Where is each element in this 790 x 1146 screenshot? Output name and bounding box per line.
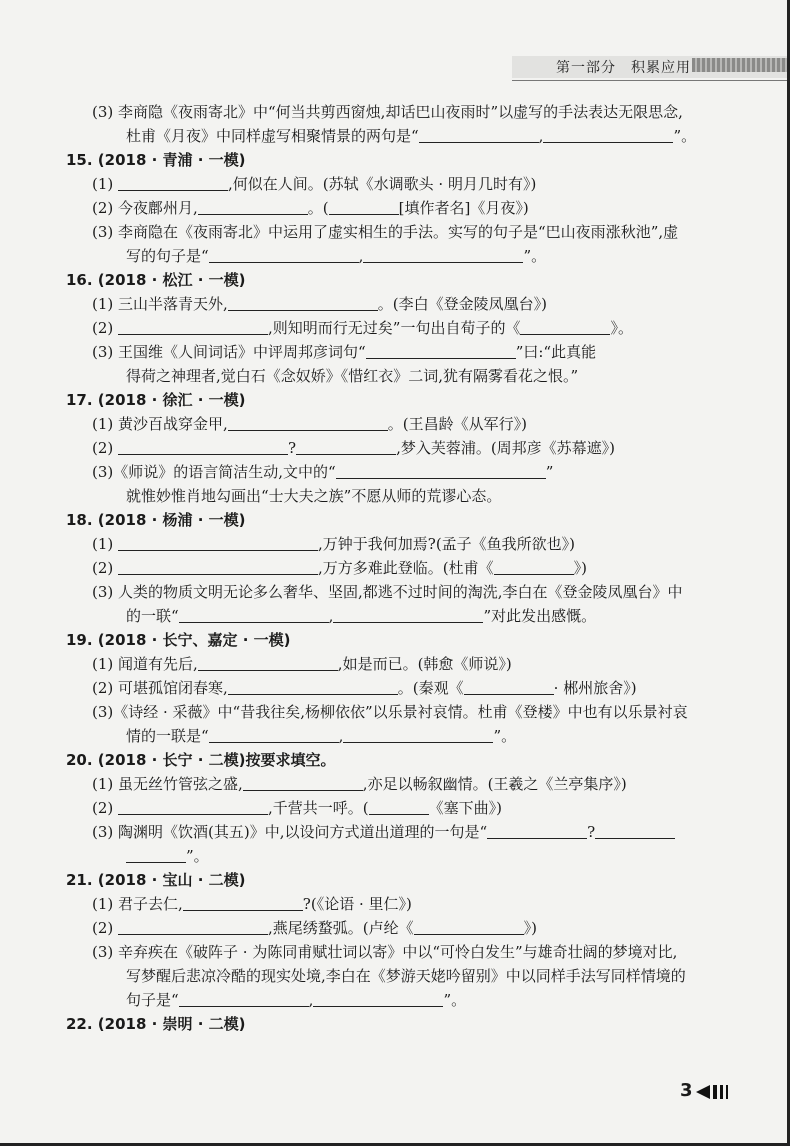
answer-blank[interactable]: [126, 846, 186, 863]
q15-3-line2: [92, 244, 702, 268]
q18-1: [92, 532, 702, 556]
q18-2-post: ,万方多难此登临。(杜甫《: [318, 559, 494, 577]
q17-3a-pre: (3)《师说》的语言简洁生动,文中的“: [92, 463, 336, 481]
answer-blank[interactable]: [333, 606, 483, 623]
q18-2-pre: (2): [92, 559, 119, 577]
answer-blank[interactable]: [366, 342, 516, 359]
answer-blank[interactable]: [118, 174, 228, 191]
q16-1: [92, 292, 702, 316]
q19-2-post: 。(秦观《: [397, 679, 464, 697]
q20-3-line1: [92, 820, 702, 844]
q21-2-post: 》): [523, 919, 537, 937]
q17-1-post: 。(王昌龄《从军行》): [387, 415, 528, 433]
q18-1-post: ,万钟于我何加焉?(孟子《鱼我所欲也》): [318, 535, 576, 553]
q20-1-pre: (1) 虽无丝竹管弦之盛,: [92, 775, 243, 793]
answer-blank[interactable]: [343, 726, 493, 743]
page-number: 3: [680, 1080, 693, 1101]
q14-3b-post: ”。: [673, 127, 697, 145]
q21-1-post: ?(《论语 · 里仁》): [302, 895, 412, 913]
answer-blank[interactable]: [118, 318, 268, 335]
q15-2: [92, 196, 702, 220]
q19-1-pre: (1) 闻道有先后,: [92, 655, 198, 673]
answer-blank[interactable]: [414, 918, 524, 935]
answer-blank[interactable]: [313, 990, 443, 1007]
page-arrow-icon: [696, 1084, 736, 1100]
answer-blank[interactable]: [209, 246, 359, 263]
q16-3a-post: ”曰:“此真能: [515, 343, 597, 361]
answer-blank[interactable]: [228, 294, 378, 311]
answer-blank[interactable]: [543, 126, 673, 143]
q19-3-line1: (3)《诗经 · 采薇》中“昔我往矣,杨柳依依”以乐景衬哀情。杜甫《登楼》中也有以乐景衬哀: [92, 703, 688, 721]
q16-1-pre: (1) 三山半落青天外,: [92, 295, 228, 313]
answer-blank[interactable]: [464, 678, 554, 695]
answer-blank[interactable]: [118, 438, 288, 455]
q20-2-pre: (2): [92, 799, 119, 817]
q18-3b-pre: 的一联“: [126, 607, 179, 625]
q15-3b-pre: 写的句子是“: [126, 247, 209, 265]
q21-1-pre: (1) 君子去仁,: [92, 895, 183, 913]
q16-1-post: 。(李白《登金陵凤凰台》): [377, 295, 548, 313]
q16-3-line1: [92, 340, 702, 364]
answer-blank[interactable]: [209, 726, 339, 743]
q16-2-post: 》。: [610, 319, 633, 337]
q18-3-line2: [92, 604, 702, 628]
q21-3-line2: 写梦醒后悲凉冷酷的现实处境,李白在《梦游天姥吟留别》中以同样手法写同样情境的: [126, 967, 686, 985]
q14-3-line2: [92, 124, 702, 148]
header-divider: [512, 80, 790, 81]
answer-blank[interactable]: [494, 558, 574, 575]
q20-3-line2: [92, 844, 702, 868]
answer-blank[interactable]: [243, 774, 363, 791]
answer-blank[interactable]: [296, 438, 396, 455]
q21-3c-post: ”。: [443, 991, 467, 1009]
q14-3b-pre: 杜甫《月夜》中同样虚写相聚情景的两句是“: [126, 127, 419, 145]
answer-blank[interactable]: [118, 798, 268, 815]
q17-1: [92, 412, 702, 436]
answer-blank[interactable]: [520, 318, 610, 335]
q19-3b-mid: ,: [338, 727, 344, 745]
q21-2-pre: (2): [92, 919, 119, 937]
answer-blank[interactable]: [369, 798, 429, 815]
q22-heading: 22. (2018 · 崇明 · 二模): [66, 1015, 246, 1033]
q19-2-pre: (2) 可堪孤馆闭春寒,: [92, 679, 228, 697]
q16-heading: 16. (2018 · 松江 · 一模): [66, 271, 246, 289]
header-decoration: [692, 58, 790, 72]
q20-1-post: ,亦足以畅叙幽情。(王羲之《兰亭集序》): [362, 775, 627, 793]
q18-3b-mid: ,: [328, 607, 334, 625]
answer-blank[interactable]: [179, 606, 329, 623]
q17-2-post: ,梦入芙蓉浦。(周邦彦《苏幕遮》): [396, 439, 616, 457]
q21-3-line3: [92, 988, 702, 1012]
answer-blank[interactable]: [419, 126, 539, 143]
q18-3-line1: (3) 人类的物质文明无论多么奢华、坚固,都逃不过时间的淘洗,李白在《登金陵凤凰台》中: [92, 583, 683, 601]
q21-2: [92, 916, 702, 940]
q15-3b-post: ”。: [523, 247, 547, 265]
answer-blank[interactable]: [198, 654, 338, 671]
q21-heading: 21. (2018 · 宝山 · 二模): [66, 871, 246, 889]
q18-heading: 18. (2018 · 杨浦 · 一模): [66, 511, 246, 529]
answer-blank[interactable]: [595, 822, 675, 839]
q21-1: [92, 892, 702, 916]
q15-1-pre: (1): [92, 175, 119, 193]
q19-2: [92, 676, 702, 700]
answer-blank[interactable]: [336, 462, 546, 479]
answer-blank[interactable]: [228, 414, 388, 431]
q18-2: [92, 556, 702, 580]
q16-3-line2: 得荷之神理者,觉白石《念奴娇》《惜红衣》二词,犹有隔雾看花之恨。”: [126, 367, 579, 385]
answer-blank[interactable]: [363, 246, 523, 263]
exercise-content: [66, 100, 702, 1036]
q20-3b-post: ”。: [186, 847, 209, 865]
q16-3a-pre: (3) 王国维《人间词话》中评周邦彦词句“: [92, 343, 366, 361]
q21-3c-pre: 句子是“: [126, 991, 179, 1009]
answer-blank[interactable]: [228, 678, 398, 695]
q17-3-line2: 就惟妙惟肖地勾画出“士大夫之族”不愿从师的荒谬心态。: [126, 487, 502, 505]
q18-2-end: 》): [573, 559, 587, 577]
q21-3c-mid: ,: [308, 991, 314, 1009]
q16-2-pre: (2): [92, 319, 119, 337]
q17-2-pre: (2): [92, 439, 119, 457]
q19-3-line2: [92, 724, 702, 748]
q20-2-mid: ,千营共一呼。(: [268, 799, 369, 817]
q16-2: [92, 316, 702, 340]
q15-1: [92, 172, 702, 196]
q15-1-mid: ,何似在人间。(苏轼《水调歌头 · 明月几时有》): [228, 175, 537, 193]
q15-2-pre: (2) 今夜鄜州月,: [92, 199, 198, 217]
q19-3b-pre: 情的一联是“: [126, 727, 209, 745]
q15-2-post: [填作者名]《月夜》): [398, 199, 529, 217]
q18-3b-post: ”对此发出感慨。: [483, 607, 597, 625]
q15-2-mid: 。(: [307, 199, 329, 217]
q17-3a-post: ”: [545, 463, 554, 481]
answer-blank[interactable]: [118, 918, 268, 935]
q20-3a-pre: (3) 陶渊明《饮酒(其五)》中,以设问方式道出道理的一句是“: [92, 823, 488, 841]
answer-blank[interactable]: [198, 198, 308, 215]
q20-2-post: 《塞下曲》): [428, 799, 502, 817]
q19-3b-post: ”。: [493, 727, 517, 745]
answer-blank[interactable]: [487, 822, 587, 839]
q19-2-end: · 郴州旅舍》): [553, 679, 637, 697]
q17-2: [92, 436, 702, 460]
q18-1-pre: (1): [92, 535, 119, 553]
q20-2: [92, 796, 702, 820]
section-title: 第一部分 积累应用: [556, 60, 691, 76]
answer-blank[interactable]: [179, 990, 309, 1007]
q17-2-mid: ?: [288, 439, 297, 457]
q20-3a-mid: ?: [587, 823, 596, 841]
q19-1-post: ,如是而已。(韩愈《师说》): [337, 655, 512, 673]
q14-3b-mid: ,: [538, 127, 544, 145]
q20-heading: 20. (2018 · 长宁 · 二模)按要求填空。: [66, 751, 336, 769]
q17-1-pre: (1) 黄沙百战穿金甲,: [92, 415, 228, 433]
q15-heading: 15. (2018 · 青浦 · 一模): [66, 151, 246, 169]
q21-3-line1: (3) 辛弃疾在《破阵子 · 为陈同甫赋壮词以寄》中以“可怜白发生”与雄奇壮阔的梦境对比,: [92, 943, 678, 961]
answer-blank[interactable]: [118, 534, 318, 551]
q16-2-mid: ,则知明而行无过矣”一句出自荀子的《: [268, 319, 521, 337]
q15-3-line1: (3) 李商隐在《夜雨寄北》中运用了虚实相生的手法。实写的句子是“巴山夜雨涨秋池”,虚: [92, 223, 679, 241]
q17-heading: 17. (2018 · 徐汇 · 一模): [66, 391, 246, 409]
answer-blank[interactable]: [183, 894, 303, 911]
q21-2-mid: ,燕尾绣蝥弧。(卢纶《: [268, 919, 414, 937]
q14-3-line1: (3) 李商隐《夜雨寄北》中“何当共剪西窗烛,却话巴山夜雨时”以虚写的手法表达无限思念,: [92, 103, 683, 121]
q17-3-line1: [92, 460, 702, 484]
answer-blank[interactable]: [329, 198, 399, 215]
q20-1: [92, 772, 702, 796]
q19-1: [92, 652, 702, 676]
q15-3b-mid: ,: [358, 247, 364, 265]
q19-heading: 19. (2018 · 长宁、嘉定 · 一模): [66, 631, 291, 649]
answer-blank[interactable]: [118, 558, 318, 575]
